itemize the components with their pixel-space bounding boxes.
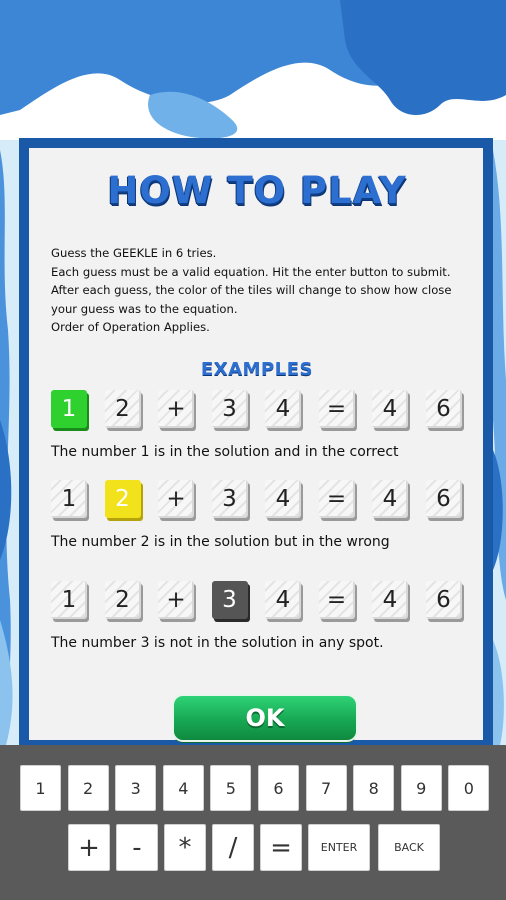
- on-screen-keyboard: [0, 745, 506, 900]
- tile: 6: [426, 390, 462, 428]
- tile: +: [158, 581, 194, 619]
- key-0[interactable]: 0: [448, 765, 489, 811]
- tile: =: [319, 390, 355, 428]
- tile: 6: [426, 480, 462, 518]
- instructions: [51, 244, 463, 337]
- key-equals[interactable]: =: [260, 824, 302, 871]
- tile: 3: [212, 480, 248, 518]
- instruction-line: Guess the GEEKLE in 6 tries.: [51, 246, 217, 260]
- tile: =: [319, 480, 355, 518]
- key-plus[interactable]: +: [68, 824, 110, 871]
- key-multiply[interactable]: *: [164, 824, 206, 871]
- key-2[interactable]: 2: [68, 765, 109, 811]
- dialog-panel: [29, 148, 483, 740]
- instruction-line: Each guess must be a valid equation. Hit the enter button to submit.: [51, 264, 451, 279]
- tile: 4: [372, 480, 408, 518]
- enter-key[interactable]: ENTER: [308, 824, 370, 871]
- key-5[interactable]: 5: [210, 765, 251, 811]
- example-row-3: [51, 581, 463, 623]
- tile: 4: [265, 581, 301, 619]
- digit-row: [0, 765, 506, 811]
- tile: 2: [105, 390, 141, 428]
- tile: 1: [51, 581, 87, 619]
- example-explanation: The number 3 is not in the solution in any spot.: [51, 634, 384, 651]
- back-key[interactable]: BACK: [378, 824, 440, 871]
- operator-row: [0, 824, 506, 871]
- example-explanation: The number 1 is in the solution and in the correct: [51, 443, 399, 460]
- key-7[interactable]: 7: [306, 765, 347, 811]
- key-8[interactable]: 8: [353, 765, 394, 811]
- tile: 2: [105, 480, 141, 518]
- key-4[interactable]: 4: [163, 765, 204, 811]
- instruction-line: After each guess, the color of the tiles will change to show how close your guess was to the equation.: [51, 283, 452, 316]
- key-divide[interactable]: /: [212, 824, 254, 871]
- tile: +: [158, 390, 194, 428]
- example-row-1: [51, 390, 463, 432]
- tile: 3: [212, 390, 248, 428]
- dialog-title: HOW TO PLAY: [107, 169, 407, 212]
- tile: 4: [265, 390, 301, 428]
- tile: 4: [372, 390, 408, 428]
- tile: 2: [105, 581, 141, 619]
- key-9[interactable]: 9: [401, 765, 442, 811]
- how-to-play-dialog: [19, 138, 493, 750]
- tile: +: [158, 480, 194, 518]
- example-explanation: The number 2 is in the solution but in the wrong: [51, 533, 390, 550]
- tile: 1: [51, 480, 87, 518]
- example-row-2: [51, 480, 463, 522]
- key-minus[interactable]: -: [116, 824, 158, 871]
- key-1[interactable]: 1: [20, 765, 61, 811]
- ok-button[interactable]: OK: [174, 696, 356, 740]
- key-6[interactable]: 6: [258, 765, 299, 811]
- examples-heading: EXAMPLES: [201, 358, 313, 380]
- tile: 3: [212, 581, 248, 619]
- tile: =: [319, 581, 355, 619]
- instruction-line: Order of Operation Applies.: [51, 320, 210, 334]
- tile: 4: [265, 480, 301, 518]
- tile: 1: [51, 390, 87, 428]
- tile: 4: [372, 581, 408, 619]
- key-3[interactable]: 3: [115, 765, 156, 811]
- tile: 6: [426, 581, 462, 619]
